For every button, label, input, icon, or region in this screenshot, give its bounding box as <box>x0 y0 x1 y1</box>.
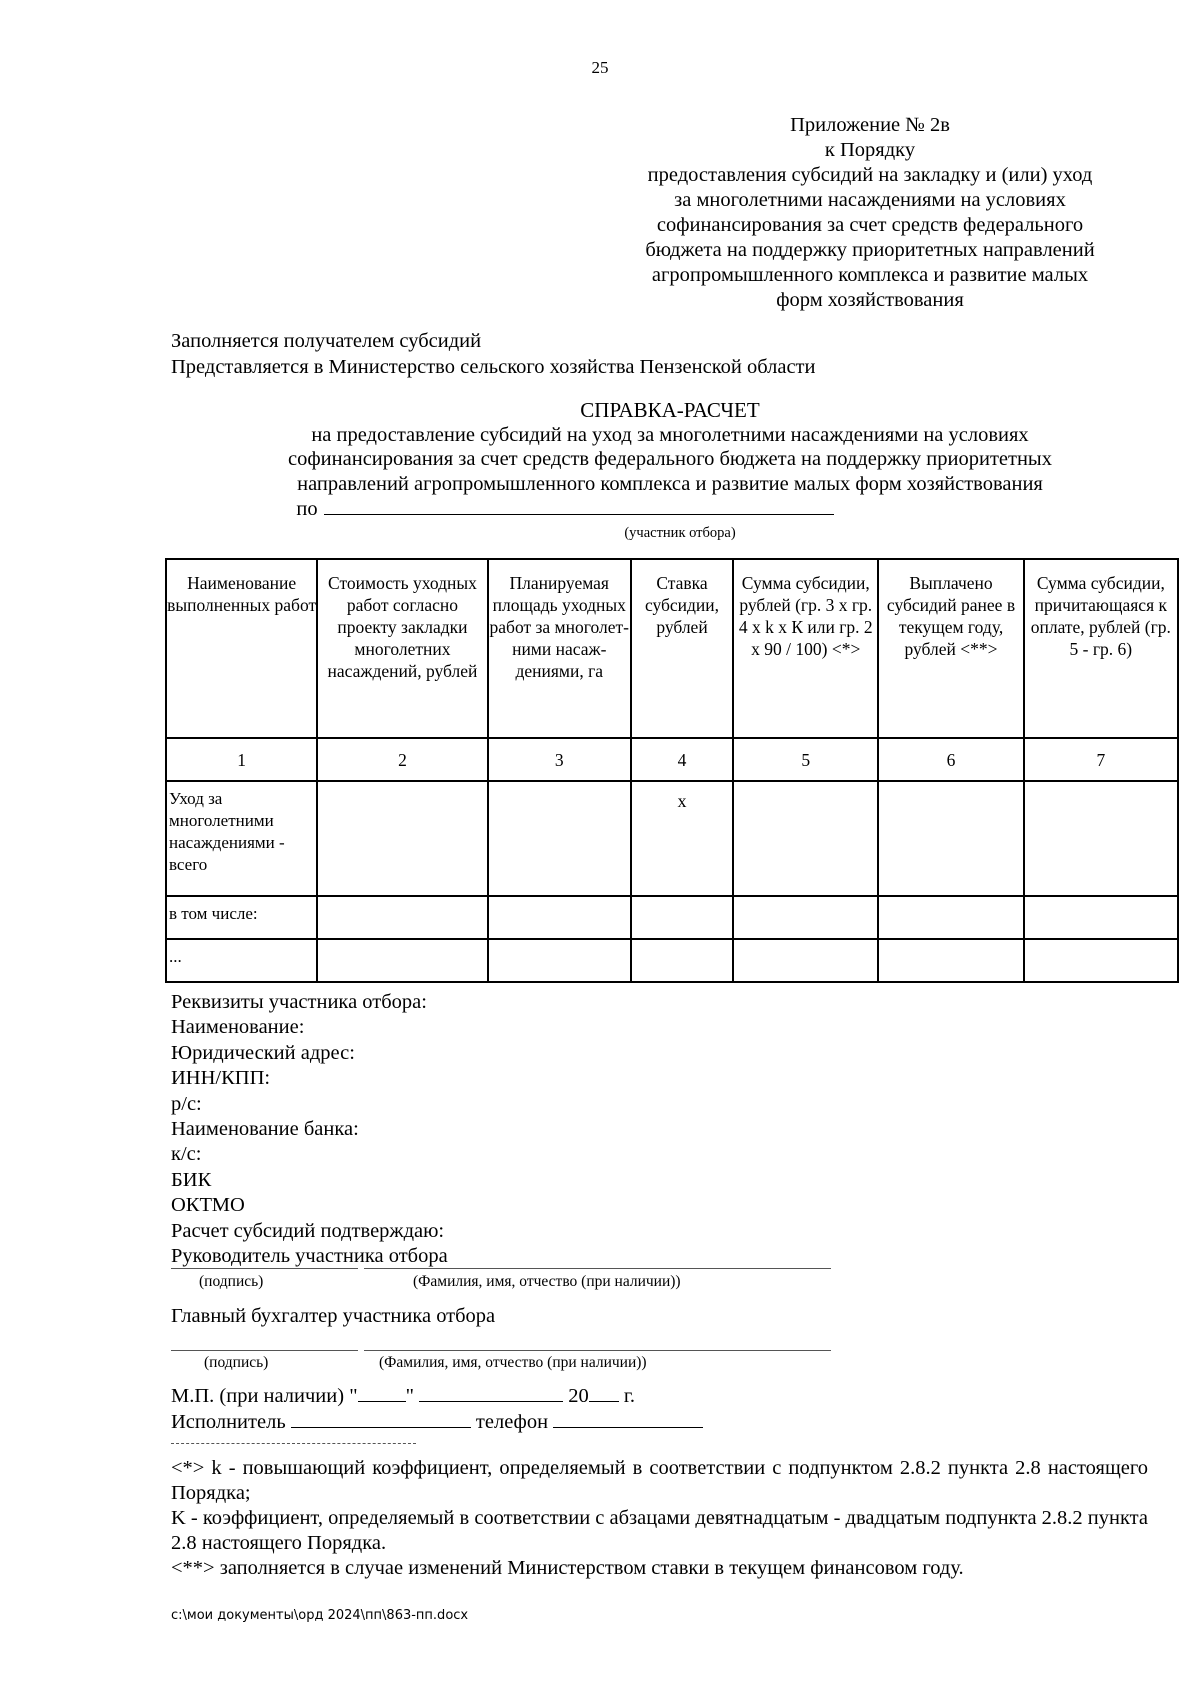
appendix-line: бюджета на поддержку приоритетных направлений <box>645 239 1095 261</box>
table-cell[interactable] <box>1024 781 1178 896</box>
file-path: c:\мои документы\орд 2024\пп\863-пп.docx <box>171 1608 469 1623</box>
mp-quote: " <box>405 1385 414 1407</box>
table-row <box>166 939 1178 982</box>
footnote-separator <box>171 1443 416 1444</box>
month-blank[interactable] <box>419 1384 563 1402</box>
name-caption: (Фамилия, имя, отчество (при наличии)) <box>379 1354 647 1371</box>
name-line[interactable] <box>364 1350 831 1351</box>
table-cell[interactable] <box>1024 896 1178 939</box>
table-row <box>166 781 1178 896</box>
requisite-line: БИК <box>171 1168 212 1191</box>
requisite-line: Наименование банка: <box>171 1118 359 1141</box>
form-title: СПРАВКА-РАСЧЕТ <box>580 398 760 422</box>
po-label: по <box>296 498 318 520</box>
table-cell-x: x <box>631 781 733 896</box>
row-label: Уход за многолетними насаждениями - всего <box>166 781 317 896</box>
table-row <box>166 896 1178 939</box>
participant-caption: (участник отбора) <box>624 524 736 541</box>
executor-label: Исполнитель <box>171 1411 286 1433</box>
form-notes <box>171 328 815 380</box>
submitted-to-note: Представляется в Министерство сельского хозяйства Пензенской области <box>171 356 816 378</box>
table-cell[interactable] <box>878 896 1023 939</box>
column-number: 2 <box>317 738 487 781</box>
header-cell: Сумма субсидии, рублей (гр. 3 x гр. 4 x k x К или гр. 2 x 90 / 100) <*> <box>733 559 878 738</box>
table-header-row <box>166 559 1178 738</box>
column-number: 3 <box>488 738 631 781</box>
requisite-line: Руководитель участника отбора <box>171 1245 448 1268</box>
requisite-line: ОКТМО <box>171 1194 245 1217</box>
table-cell[interactable] <box>631 896 733 939</box>
column-number: 7 <box>1024 738 1178 781</box>
header-cell: Стоимость уходных работ согласно проекту закладки многолетних насаждений, рублей <box>317 559 487 738</box>
table-cell[interactable] <box>488 939 631 982</box>
table-cell[interactable] <box>317 896 487 939</box>
column-number: 1 <box>166 738 317 781</box>
footnotes <box>171 1456 1148 1581</box>
requisite-line: ИНН/КПП: <box>171 1067 271 1090</box>
requisite-line: Расчет субсидий подтверждаю: <box>171 1219 445 1242</box>
participant-blank[interactable] <box>324 496 834 515</box>
form-subtitle-line: на предоставление субсидий на уход за многолетними насаждениями на условиях <box>311 423 1029 446</box>
participant-line <box>170 496 1170 522</box>
name-caption: (Фамилия, имя, отчество (при наличии)) <box>413 1273 681 1290</box>
table-cell[interactable] <box>1024 939 1178 982</box>
requisite-line: к/с: <box>171 1143 202 1166</box>
appendix-header <box>610 113 1130 313</box>
table-cell[interactable] <box>733 781 878 896</box>
year-blank[interactable] <box>589 1384 619 1402</box>
appendix-line: за многолетними насаждениями на условиях <box>674 189 1066 211</box>
appendix-line: к Порядку <box>824 139 916 161</box>
accountant-label: Главный бухгалтер участника отбора <box>171 1305 496 1327</box>
appendix-line: форм хозяйствования <box>776 289 964 311</box>
phone-label: телефон <box>475 1411 549 1433</box>
row-label: в том числе: <box>166 896 317 939</box>
signature-caption: (подпись) <box>199 1273 264 1290</box>
table-cell[interactable] <box>317 939 487 982</box>
header-cell: Наименование выполненных работ <box>166 559 317 738</box>
table-cell[interactable] <box>733 939 878 982</box>
requisite-line: р/с: <box>171 1092 202 1115</box>
table-cell[interactable] <box>733 896 878 939</box>
footnote: <*> k - повышающий коэффициент, определяемый в соответствии с подпунктом 2.8.2 пункта 2.8 настоящего Порядка; <box>171 1457 1148 1504</box>
signature-line[interactable] <box>171 1268 358 1269</box>
header-cell: Сумма субсидии, причитающаяся к оплате, рублей (гр. 5 - гр. 6) <box>1024 559 1178 738</box>
table-cell[interactable] <box>488 896 631 939</box>
appendix-line: агропромышленного комплекса и развитие малых <box>651 264 1089 286</box>
requisites-block <box>171 990 448 1269</box>
table-cell[interactable] <box>878 939 1023 982</box>
table-cell[interactable] <box>631 939 733 982</box>
signature-caption: (подпись) <box>204 1354 269 1371</box>
header-cell: Выплачено субсидий ранее в текущем году, рублей <**> <box>878 559 1023 738</box>
page-number: 25 <box>591 58 609 77</box>
year-prefix: 20 <box>568 1385 589 1407</box>
table-cell[interactable] <box>878 781 1023 896</box>
footnote: K - коэффициент, определяемый в соответствии с абзацами девятнадцатым - двадцатым подпункта 2.8.2 пункта 2.8 настоящего Порядка. <box>171 1507 1148 1554</box>
column-number: 6 <box>878 738 1023 781</box>
calculation-table <box>165 558 1179 983</box>
filled-by-note: Заполняется получателем субсидий <box>171 330 482 352</box>
form-title-block <box>170 398 1170 542</box>
name-line[interactable] <box>364 1268 831 1269</box>
header-cell: Ставка субсидии, рублей <box>631 559 733 738</box>
column-number: 4 <box>631 738 733 781</box>
stamp-date-line <box>171 1383 703 1435</box>
requisite-line: Юридический адрес: <box>171 1041 355 1064</box>
form-subtitle-line: софинансирования за счет средств федерального бюджета на поддержку приоритетных <box>288 448 1052 470</box>
signature-line[interactable] <box>171 1350 358 1351</box>
form-subtitle-line: направлений агропромышленного комплекса и развитие малых форм хозяйствования <box>297 472 1043 495</box>
day-blank[interactable] <box>358 1384 406 1402</box>
appendix-line: софинансирования за счет средств федерального <box>656 214 1084 236</box>
row-label: ... <box>166 939 317 982</box>
phone-blank[interactable] <box>553 1410 703 1428</box>
mp-label: М.П. (при наличии) " <box>171 1385 358 1407</box>
table-cell[interactable] <box>488 781 631 896</box>
year-suffix: г. <box>623 1385 636 1407</box>
footnote: <**> заполняется в случае изменений Министерством ставки в текущем финансовом году. <box>171 1557 964 1579</box>
requisite-line: Реквизиты участника отбора: <box>171 991 427 1013</box>
column-number: 5 <box>733 738 878 781</box>
column-number-row <box>166 738 1178 781</box>
table-cell[interactable] <box>317 781 487 896</box>
requisite-line: Наименование: <box>171 1016 305 1039</box>
appendix-line: предоставления субсидий на закладку и (или) уход <box>647 164 1093 186</box>
executor-blank[interactable] <box>291 1410 471 1428</box>
appendix-line: Приложение № 2в <box>790 114 950 136</box>
header-cell: Планируемая площадь уходных работ за многолет-ними насаж-дениями, га <box>488 559 631 738</box>
